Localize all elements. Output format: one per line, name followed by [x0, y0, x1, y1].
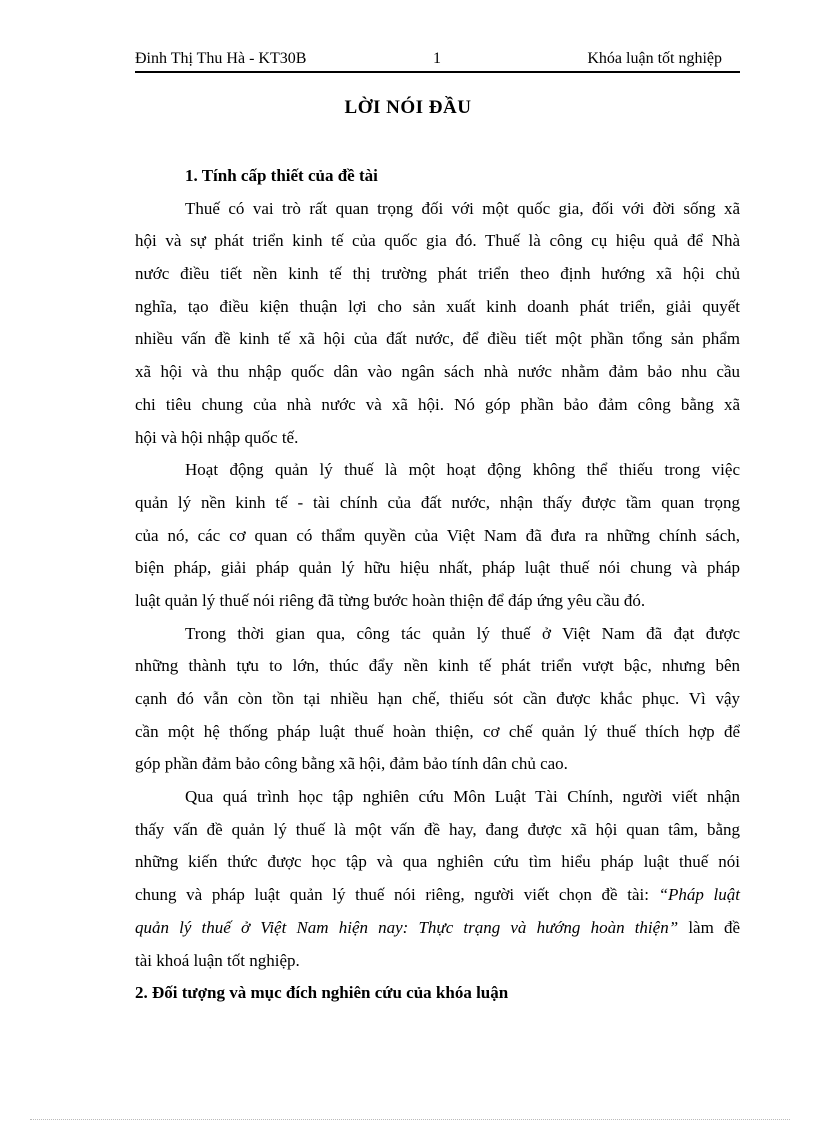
paragraph-text: làm đề: [678, 917, 741, 937]
document-body: [135, 160, 740, 1010]
header-author: Đinh Thị Thu Hà - KT30B: [135, 50, 307, 67]
paragraph-line: nhiều vấn đề kinh tế xã hội của đất nước, để điều tiết một phần tổng sản phẩm: [135, 329, 740, 349]
header-rule: [135, 71, 740, 73]
paragraph-line: chi tiêu chung của nhà nước và xã hội. Nó góp phần bảo đảm công bằng xã: [135, 394, 740, 414]
section-1-heading: 1. Tính cấp thiết của đề tài: [185, 166, 378, 185]
paragraph-text: chung và pháp luật quản lý thuế nói riêng, người viết chọn đề tài:: [135, 885, 659, 905]
paragraph-line: nghĩa, tạo điều kiện thuận lợi cho sản xuất kinh doanh phát triển, giải quyết: [135, 296, 740, 316]
paragraph-line: biện pháp, giải pháp quản lý hữu hiệu nhất, pháp luật thuế nói chung và pháp: [135, 558, 740, 578]
paragraph-line: Hoạt động quản lý thuế là một hoạt động không thể thiếu trong việc: [185, 460, 740, 480]
paragraph-line: luật quản lý thuế nói riêng đã từng bước hoàn thiện để đáp ứng yêu cầu đó.: [135, 590, 646, 610]
paragraph-line: Trong thời gian qua, công tác quản lý thuế ở Việt Nam đã đạt được: [185, 623, 740, 643]
paragraph-line: cạnh đó vẫn còn tồn tại nhiều hạn chế, thiếu sót cần được khắc phục. Vì vậy: [135, 689, 740, 708]
paragraph-line: thấy vấn đề quản lý thuế là một vấn đề hay, đang được xã hội quan tâm, bằng: [135, 819, 740, 839]
paragraph-line: Thuế có vai trò rất quan trọng đối với một quốc gia, đối với đời sống xã: [185, 198, 740, 218]
paragraph-line: cần một hệ thống pháp luật thuế hoàn thiện, cơ chế quản lý thuế thích hợp để: [135, 721, 740, 741]
paragraph-line: những kiến thức được học tập và qua nghiên cứu tìm hiểu pháp luật thuế nói: [135, 852, 740, 872]
paragraph-line: góp phần đảm bảo công bằng xã hội, đảm bảo tính dân chủ cao.: [135, 754, 568, 774]
quoted-title: “Pháp luật: [658, 885, 740, 905]
quoted-title: quản lý thuế ở Việt Nam hiện nay: Thực trạng và hướng hoàn thiện”: [135, 917, 679, 937]
header-page-number: 1: [433, 50, 441, 67]
page-title: LỜI NÓI ĐẦU: [344, 97, 472, 118]
paragraph-line: nước điều tiết nền kinh tế thị trường phát triển theo định hướng xã hội chủ: [135, 264, 740, 284]
paragraph-line: [135, 912, 740, 945]
page-bottom-border: [30, 1119, 790, 1120]
paragraph-line: [135, 879, 740, 912]
paragraph-line: quản lý nền kinh tế - tài chính của đất nước, nhận thấy được tầm quan trọng: [135, 492, 740, 512]
paragraph-line: hội và sự phát triển kinh tế của quốc gia đó. Thuế là công cụ hiệu quả để Nhà: [135, 231, 740, 251]
header-doc-type: Khóa luận tốt nghiệp: [587, 50, 722, 67]
paragraph-line: tài khoá luận tốt nghiệp.: [135, 950, 300, 970]
page-header: [135, 50, 740, 72]
section-2-heading: 2. Đối tượng và mục đích nghiên cứu của khóa luận: [135, 983, 509, 1003]
paragraph-line: xã hội và thu nhập quốc dân vào ngân sách nhà nước nhằm đảm bảo nhu cầu: [135, 362, 740, 382]
paragraph-line: những thành tựu to lớn, thúc đẩy nền kinh tế phát triển vượt bậc, nhưng bên: [135, 656, 740, 676]
paragraph-line: Qua quá trình học tập nghiên cứu Môn Luật Tài Chính, người viết nhận: [185, 787, 740, 807]
paragraph-line: hội và hội nhập quốc tế.: [135, 427, 299, 447]
paragraph-line: của nó, các cơ quan có thẩm quyền của Việt Nam đã đưa ra những chính sách,: [135, 525, 740, 545]
